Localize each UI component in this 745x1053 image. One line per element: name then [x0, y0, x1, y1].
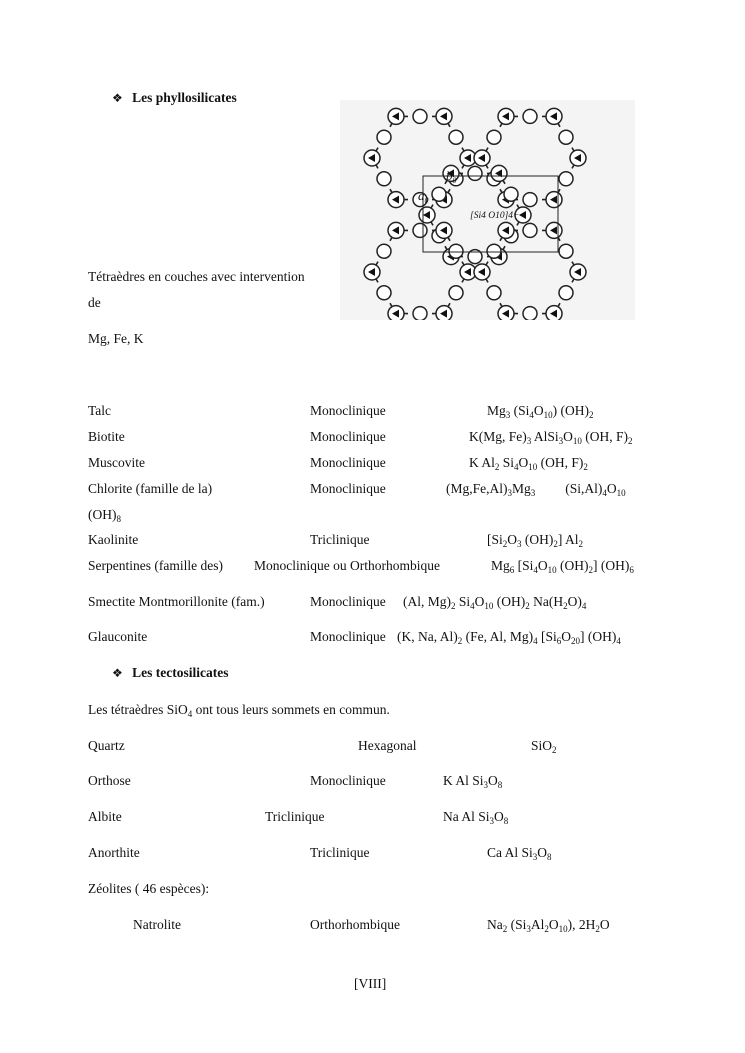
chemical-formula: Ca Al $Si_3O_8$ [487, 845, 552, 862]
oxygen-atom [487, 286, 501, 300]
mineral-name: Natrolite [133, 917, 181, 932]
mineral-name: Albite [88, 809, 122, 824]
mineral-name: Muscovite [88, 455, 145, 470]
crystal-system: Orthorhombique [310, 917, 400, 932]
mineral-name: Kaolinite [88, 532, 139, 547]
chemical-formula: SiO$_2$ [531, 738, 557, 755]
crystal-system: Monoclinique [310, 594, 386, 609]
chemical-formula: K $Al_2$ $Si_4O_{10}$ (OH, $F)_2$ [469, 455, 588, 472]
oxygen-atom [559, 130, 573, 144]
oxygen-atom [413, 109, 427, 123]
chemical-formula: $Na_2$ $(Si_3Al_2O_{10})$, $2H_2O$ [487, 917, 610, 934]
oxygen-atom [523, 307, 537, 320]
chemical-formula: $Mg_3$ $(Si_4O_{10})$ $(OH)_2$ [487, 403, 594, 420]
oxygen-atom [449, 286, 463, 300]
oxygen-atom [468, 166, 482, 180]
chemical-formula: $(Mg,Fe,Al)_3Mg_3$ $(Si,Al)_4O_{10}$ [446, 481, 626, 498]
phyllo-desc-line2: de [88, 295, 101, 310]
crystal-system: Hexagonal [358, 738, 417, 753]
chemical-formula: (Al, $Mg)_2$ $Si_4O_{10}$ $(OH)_2$ $Na(H_2O)_4$ [403, 594, 587, 611]
crystal-system: Monoclinique ou Orthorhombique [254, 558, 440, 573]
chemical-formula: [$Si_2O_3$ $(OH)_2$] $Al_2$ [487, 532, 584, 549]
oxygen-atom [449, 244, 463, 258]
crystal-system: Monoclinique [310, 403, 386, 418]
mineral-name: Talc [88, 403, 112, 418]
phyllo-desc-line1: Tétraèdres en couches avec intervention [88, 269, 305, 284]
crystal-system: Triclinique [310, 845, 370, 860]
mineral-name: Orthose [88, 773, 131, 788]
crystal-system: Monoclinique [310, 429, 386, 444]
oxygen-atom [559, 172, 573, 186]
oxygen-atom [377, 244, 391, 258]
diamond-bullet-icon: ❖ [112, 666, 123, 680]
oxygen-atom [523, 223, 537, 237]
tecto-heading: Les tectosilicates [132, 665, 229, 680]
mineral-name: Biotite [88, 429, 125, 444]
chemical-formula: K Al $Si_3O_8$ [443, 773, 503, 790]
chemical-formula: K(Mg, $Fe)_3$ $AlSi_3O_{10}$ (OH, $F)_2$ [469, 429, 633, 446]
crystal-system: Triclinique [265, 809, 325, 824]
crystal-system: Monoclinique [310, 773, 386, 788]
chemical-formula: $Mg_6$ [$Si_4O_{10}$ $(OH)_2$] $(OH)_6$ [491, 558, 634, 575]
oxygen-atom [559, 244, 573, 258]
phyllo-elements: Mg, Fe, K [88, 331, 144, 346]
mineral-name: Glauconite [88, 629, 148, 644]
oxygen-atom [432, 187, 446, 201]
oxygen-atom [523, 193, 537, 207]
oxygen-atom [559, 286, 573, 300]
phyllo-heading-row [112, 90, 237, 106]
oxygen-atom [449, 130, 463, 144]
oxygen-atom [413, 223, 427, 237]
oxygen-atom [487, 130, 501, 144]
tecto-desc: Les tétraèdres SiO$_4$ ont tous leurs sommets en commun. [88, 702, 390, 719]
tecto-heading-row [112, 665, 228, 681]
page-number: [VIII] [354, 976, 387, 991]
oxygen-atom [504, 187, 518, 201]
mineral-name: Serpentines (famille des) [88, 558, 223, 573]
oxygen-atom [523, 109, 537, 123]
mineral-name: Quartz [88, 738, 125, 753]
crystal-system: Monoclinique [310, 629, 386, 644]
crystal-system: Triclinique [310, 532, 370, 547]
oxygen-atom [377, 130, 391, 144]
zeolites-label: Zéolites ( 46 espèces): [88, 881, 210, 896]
phyllo-heading: Les phyllosilicates [132, 90, 237, 105]
oxygen-atom [487, 244, 501, 258]
oxygen-atom [377, 286, 391, 300]
label-b0: $b_0$ [446, 168, 457, 185]
label-a0: $a_0$ [418, 188, 429, 205]
phyllosilicate-structure-diagram [340, 100, 635, 320]
mineral-name: Smectite Montmorillonite (fam.) [88, 594, 265, 609]
mineral-name: Anorthite [88, 845, 140, 860]
label-si4o10: [Si4 O10]4− [470, 211, 520, 221]
chemical-formula: Na Al $Si_3O_8$ [443, 809, 509, 826]
chemical-formula-cont: $(OH)_8$ [88, 507, 121, 524]
mineral-name: Chlorite (famille de la) [88, 481, 213, 496]
crystal-system: Monoclinique [310, 481, 386, 496]
crystal-system: Monoclinique [310, 455, 386, 470]
diamond-bullet-icon: ❖ [112, 91, 123, 105]
oxygen-atom [413, 307, 427, 320]
oxygen-atom [377, 172, 391, 186]
chemical-formula: (K, Na, $Al)_2$ (Fe, Al, $Mg)_4$ $[Si_6O_{20}]$ $(OH)_4$ [397, 629, 621, 646]
